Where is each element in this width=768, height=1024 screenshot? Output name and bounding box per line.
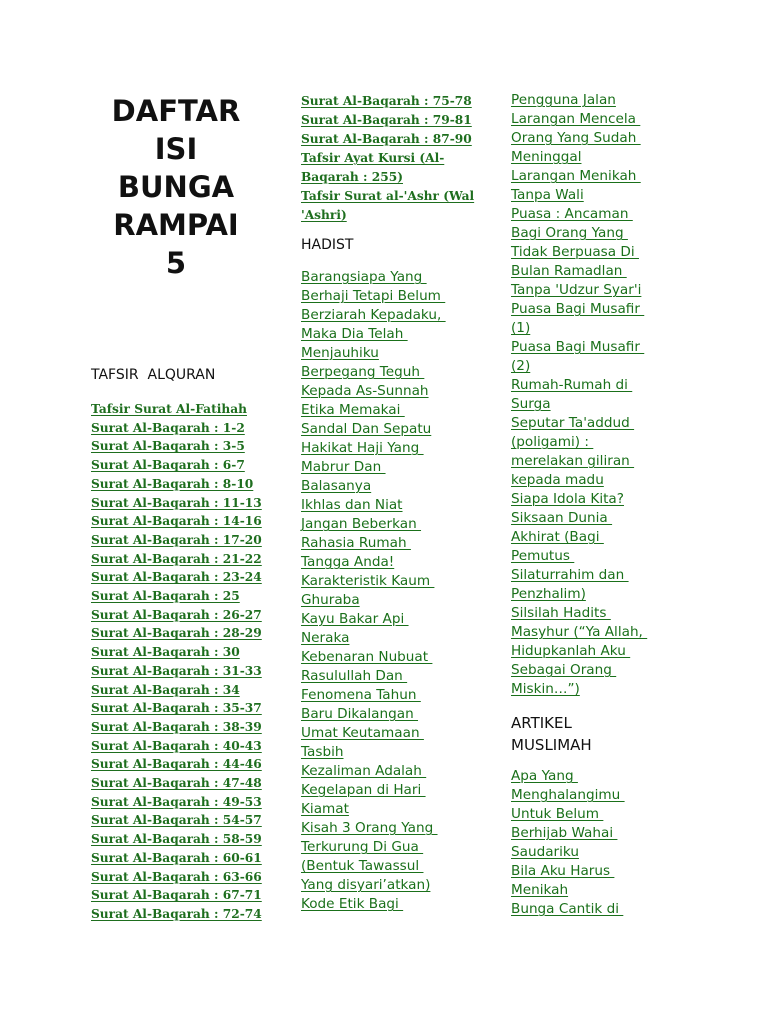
- list-item: [91, 811, 262, 830]
- list-item: [511, 300, 647, 338]
- link-text-line: Berziarah Kepadaku,: [301, 307, 446, 323]
- hadist-link[interactable]: [511, 604, 647, 699]
- list-item: [91, 568, 262, 587]
- list-item: [511, 767, 625, 862]
- link-text-line: merelakan giliran: [511, 453, 635, 469]
- list-item: [511, 376, 647, 414]
- hadist-link[interactable]: [301, 439, 446, 496]
- tafsir-link[interactable]: Surat Al-Baqarah : 25: [91, 589, 240, 604]
- link-text-line: Kepada As-Sunnah: [301, 383, 429, 399]
- hadist-link[interactable]: [511, 110, 647, 167]
- list-item: [91, 494, 262, 513]
- tafsir-link[interactable]: [301, 187, 474, 225]
- link-text-line: Kebenaran Nubuat: [301, 649, 433, 665]
- hadist-link[interactable]: [511, 300, 647, 338]
- list-item: [511, 509, 647, 604]
- title-line: ISI: [154, 132, 198, 166]
- list-item: [301, 268, 446, 363]
- link-text-line: Balasanya: [301, 478, 372, 494]
- hadist-link[interactable]: [511, 376, 647, 414]
- link-text-line: kepada madu: [511, 472, 604, 488]
- hadist-link[interactable]: [511, 167, 647, 205]
- artikel-link[interactable]: [511, 767, 625, 862]
- list-item: [91, 849, 262, 868]
- tafsir-link[interactable]: Surat Al-Baqarah : 60-61: [91, 850, 262, 865]
- list-item: [91, 868, 262, 887]
- tafsir-link-list: [91, 400, 262, 924]
- link-text-line: Siksaan Dunia: [511, 510, 613, 526]
- tafsir-link-list-continued: [301, 92, 474, 225]
- tafsir-link[interactable]: Surat Al-Baqarah : 72-74: [91, 906, 262, 921]
- tafsir-link[interactable]: Surat Al-Baqarah : 31-33: [91, 663, 262, 678]
- list-item: [301, 895, 446, 914]
- hadist-link[interactable]: [511, 338, 647, 376]
- list-item: [91, 512, 262, 531]
- list-item: [91, 886, 262, 905]
- list-item: [91, 793, 262, 812]
- tafsir-link[interactable]: Surat Al-Baqarah : 63-66: [91, 869, 262, 884]
- link-text-line: Bunga Cantik di: [511, 901, 624, 917]
- link-text-line: Meninggal: [511, 149, 582, 165]
- tafsir-link[interactable]: Surat Al-Baqarah : 17-20: [91, 532, 262, 547]
- tafsir-link[interactable]: Surat Al-Baqarah : 67-71: [91, 888, 262, 903]
- hadist-link[interactable]: [511, 490, 647, 509]
- list-item: [511, 862, 625, 900]
- link-text-line: Menikah: [511, 882, 569, 898]
- list-item: [91, 587, 262, 606]
- link-text-line: Tafsir Surat al-'Ashr (Wal: [301, 189, 475, 203]
- list-item: [91, 475, 262, 494]
- link-text-line: Yang disyari’atkan): [301, 877, 431, 893]
- list-item: [301, 187, 474, 225]
- link-text-line: Kisah 3 Orang Yang: [301, 820, 438, 836]
- link-text-line: Baru Dikalangan: [301, 706, 419, 722]
- tafsir-link[interactable]: Surat Al-Baqarah : 11-13: [91, 495, 262, 510]
- list-item: [301, 762, 446, 819]
- section-heading-artikel: ARTIKEL MUSLIMAH: [511, 714, 592, 754]
- list-item: [301, 572, 446, 610]
- document-title: [96, 92, 256, 282]
- link-text-line: Berpegang Teguh: [301, 364, 425, 380]
- tafsir-link[interactable]: Surat Al-Baqarah : 49-53: [91, 794, 262, 809]
- list-item: [91, 400, 262, 419]
- tafsir-link[interactable]: Surat Al-Baqarah : 14-16: [91, 514, 262, 529]
- list-item: [91, 419, 262, 438]
- link-text-line: Akhirat (Bagi: [511, 529, 604, 545]
- link-text-line: Rasulullah Dan: [301, 668, 408, 684]
- link-text-line: Barangsiapa Yang: [301, 269, 427, 285]
- list-item: [301, 92, 474, 111]
- link-text-line: Maka Dia Telah: [301, 326, 408, 342]
- link-text-line: Seputar Ta'addud: [511, 415, 635, 431]
- link-text-line: Etika Memakai: [301, 402, 405, 418]
- link-text-line: Penzhalim): [511, 586, 586, 602]
- list-item: [91, 531, 262, 550]
- link-text-line: Tanpa Wali: [511, 187, 584, 203]
- hadist-link[interactable]: [301, 895, 446, 914]
- link-text-line: Bagi Orang Yang: [511, 225, 628, 241]
- section-heading-hadist: HADIST: [301, 237, 354, 253]
- link-text-line: Bulan Ramadlan: [511, 263, 627, 279]
- list-item: [91, 437, 262, 456]
- list-item: [91, 830, 262, 849]
- tafsir-link[interactable]: Surat Al-Baqarah : 21-22: [91, 551, 262, 566]
- list-item: [91, 550, 262, 569]
- link-text-line: Pemutus: [511, 548, 575, 564]
- link-text-line: Hakikat Haji Yang: [301, 440, 424, 456]
- hadist-link[interactable]: [301, 572, 446, 610]
- tafsir-link[interactable]: Surat Al-Baqarah : 28-29: [91, 626, 262, 641]
- hadist-link[interactable]: [301, 610, 446, 648]
- tafsir-link[interactable]: Surat Al-Baqarah : 26-27: [91, 607, 262, 622]
- link-text-line: Saudariku: [511, 844, 579, 860]
- hadist-link[interactable]: [301, 515, 446, 572]
- list-item: [511, 900, 625, 919]
- list-item: [91, 718, 262, 737]
- list-item: [91, 755, 262, 774]
- tafsir-link[interactable]: Surat Al-Baqarah : 35-37: [91, 701, 262, 716]
- list-item: [511, 338, 647, 376]
- tafsir-link[interactable]: Surat Al-Baqarah : 38-39: [91, 719, 262, 734]
- hadist-link[interactable]: [301, 762, 446, 819]
- list-item: [91, 737, 262, 756]
- link-text-line: Sandal Dan Sepatu: [301, 421, 432, 437]
- list-item: [91, 643, 262, 662]
- list-item: [301, 610, 446, 648]
- list-item: [511, 414, 647, 490]
- tafsir-link[interactable]: Surat Al-Baqarah : 47-48: [91, 776, 262, 791]
- hadist-link[interactable]: [511, 91, 647, 110]
- list-item: [301, 401, 446, 439]
- tafsir-link[interactable]: Surat Al-Baqarah : 34: [91, 682, 240, 697]
- link-text-line: Tangga Anda!: [301, 554, 395, 570]
- link-text-line: (1): [511, 320, 531, 336]
- link-text-line: Kezaliman Adalah: [301, 763, 427, 779]
- tafsir-link[interactable]: [301, 111, 474, 130]
- hadist-link[interactable]: [301, 401, 446, 439]
- link-text-line: Siapa Idola Kita?: [511, 491, 624, 507]
- artikel-link-list: [511, 767, 625, 919]
- list-item: [511, 604, 647, 699]
- link-text-line: Berhijab Wahai: [511, 825, 618, 841]
- link-text-line: Mabrur Dan: [301, 459, 386, 475]
- link-text-line: Jangan Beberkan: [301, 516, 422, 532]
- tafsir-link[interactable]: [301, 149, 474, 187]
- tafsir-link[interactable]: Surat Al-Baqarah : 40-43: [91, 738, 262, 753]
- link-text-line: Sebagai Orang: [511, 662, 617, 678]
- link-text-line: (Bentuk Tawassul: [301, 858, 424, 874]
- link-text-line: Tafsir Ayat Kursi (Al-: [301, 151, 445, 165]
- link-text-line: Kode Etik Bagi: [301, 896, 404, 912]
- list-item: [511, 110, 647, 167]
- list-item: [511, 490, 647, 509]
- link-text-line: Terkurung Di Gua: [301, 839, 424, 855]
- artikel-link[interactable]: [511, 862, 625, 900]
- tafsir-link[interactable]: [301, 92, 474, 111]
- artikel-link[interactable]: [511, 900, 625, 919]
- list-item: [301, 648, 446, 762]
- link-text-line: Puasa Bagi Musafir: [511, 339, 645, 355]
- list-item: [91, 774, 262, 793]
- tafsir-link[interactable]: Surat Al-Baqarah : 30: [91, 645, 240, 660]
- hadist-link[interactable]: [511, 414, 647, 490]
- list-item: [91, 681, 262, 700]
- link-text-line: Tanpa 'Udzur Syar'i: [511, 282, 642, 298]
- link-text-line: Kegelapan di Hari: [301, 782, 426, 798]
- list-item: [91, 662, 262, 681]
- list-item: [91, 606, 262, 625]
- list-item: [301, 496, 446, 515]
- link-text-line: Apa Yang: [511, 768, 578, 784]
- tafsir-link[interactable]: Surat Al-Baqarah : 3-5: [91, 439, 245, 454]
- link-text-line: Menghalangimu: [511, 787, 625, 803]
- link-text-line: Umat Keutamaan: [301, 725, 424, 741]
- link-text-line: Untuk Belum: [511, 806, 604, 822]
- link-text-line: Larangan Menikah: [511, 168, 641, 184]
- tafsir-link[interactable]: Surat Al-Baqarah : 44-46: [91, 757, 262, 772]
- hadist-link[interactable]: [511, 509, 647, 604]
- hadist-link-list-continued: [511, 91, 647, 699]
- list-item: [91, 456, 262, 475]
- tafsir-link[interactable]: Surat Al-Baqarah : 23-24: [91, 570, 262, 585]
- link-text-line: Berhaji Tetapi Belum: [301, 288, 446, 304]
- list-item: [301, 819, 446, 895]
- list-item: [511, 91, 647, 110]
- link-text-line: Tasbih: [301, 744, 344, 760]
- link-text-line: Bila Aku Harus: [511, 863, 615, 879]
- link-text-line: 'Ashri): [301, 208, 347, 222]
- hadist-link[interactable]: [301, 819, 446, 895]
- link-text-line: Fenomena Tahun: [301, 687, 421, 703]
- link-text-line: Puasa Bagi Musafir: [511, 301, 645, 317]
- link-text-line: Surga: [511, 396, 551, 412]
- link-text-line: Miskin…”): [511, 681, 580, 697]
- list-item: [91, 905, 262, 924]
- hadist-link[interactable]: [301, 268, 446, 363]
- list-item: [301, 130, 474, 149]
- link-text-line: Surat Al-Baqarah : 87-90: [301, 132, 472, 146]
- link-text-line: Ikhlas dan Niat: [301, 497, 403, 513]
- link-text-line: Pengguna Jalan: [511, 92, 616, 108]
- list-item: [301, 515, 446, 572]
- list-item: [301, 111, 474, 130]
- section-heading-tafsir: TAFSIR ALQURAN: [91, 367, 216, 383]
- link-text-line: Neraka: [301, 630, 350, 646]
- link-text-line: Silsilah Hadits: [511, 605, 611, 621]
- link-text-line: Rahasia Rumah: [301, 535, 411, 551]
- tafsir-link[interactable]: [301, 130, 474, 149]
- link-text-line: Baqarah : 255): [301, 170, 403, 184]
- tafsir-link[interactable]: Surat Al-Baqarah : 58-59: [91, 832, 262, 847]
- link-text-line: Hidupkanlah Aku: [511, 643, 631, 659]
- link-text-line: Puasa : Ancaman: [511, 206, 633, 222]
- list-item: [511, 167, 647, 205]
- hadist-link[interactable]: [301, 363, 446, 401]
- link-text-line: Rumah-Rumah di: [511, 377, 633, 393]
- list-item: [91, 699, 262, 718]
- hadist-link[interactable]: [301, 648, 446, 762]
- tafsir-link[interactable]: Tafsir Surat Al-Fatihah: [91, 402, 247, 416]
- tafsir-link[interactable]: Surat Al-Baqarah : 8-10: [91, 476, 254, 491]
- link-text-line: Karakteristik Kaum: [301, 573, 435, 589]
- link-text-line: Tidak Berpuasa Di: [511, 244, 639, 260]
- tafsir-link[interactable]: Surat Al-Baqarah : 54-57: [91, 813, 262, 828]
- link-text-line: Surat Al-Baqarah : 79-81: [301, 113, 472, 127]
- link-text-line: Menjauhiku: [301, 345, 379, 361]
- link-text-line: Larangan Mencela: [511, 111, 641, 127]
- link-text-line: (poligami) :: [511, 434, 594, 450]
- link-text-line: Masyhur (“Ya Allah,: [511, 624, 648, 640]
- title-line: DAFTAR: [111, 94, 241, 128]
- list-item: [301, 149, 474, 187]
- link-text-line: Ghuraba: [301, 592, 360, 608]
- tafsir-link[interactable]: Surat Al-Baqarah : 6-7: [91, 458, 245, 473]
- list-item: [301, 439, 446, 496]
- link-text-line: Surat Al-Baqarah : 75-78: [301, 94, 472, 108]
- title-line: RAMPAI: [113, 208, 239, 242]
- hadist-link[interactable]: [301, 496, 446, 515]
- list-item: [511, 205, 647, 300]
- list-item: [301, 363, 446, 401]
- link-text-line: Kayu Bakar Api: [301, 611, 409, 627]
- hadist-link-list: [301, 268, 446, 914]
- list-item: [91, 624, 262, 643]
- title-line: BUNGA: [117, 170, 235, 204]
- link-text-line: Silaturrahim dan: [511, 567, 629, 583]
- link-text-line: Kiamat: [301, 801, 349, 817]
- title-line: 5: [165, 246, 187, 280]
- tafsir-link[interactable]: Surat Al-Baqarah : 1-2: [91, 420, 245, 435]
- link-text-line: Orang Yang Sudah: [511, 130, 641, 146]
- hadist-link[interactable]: [511, 205, 647, 300]
- link-text-line: (2): [511, 358, 531, 374]
